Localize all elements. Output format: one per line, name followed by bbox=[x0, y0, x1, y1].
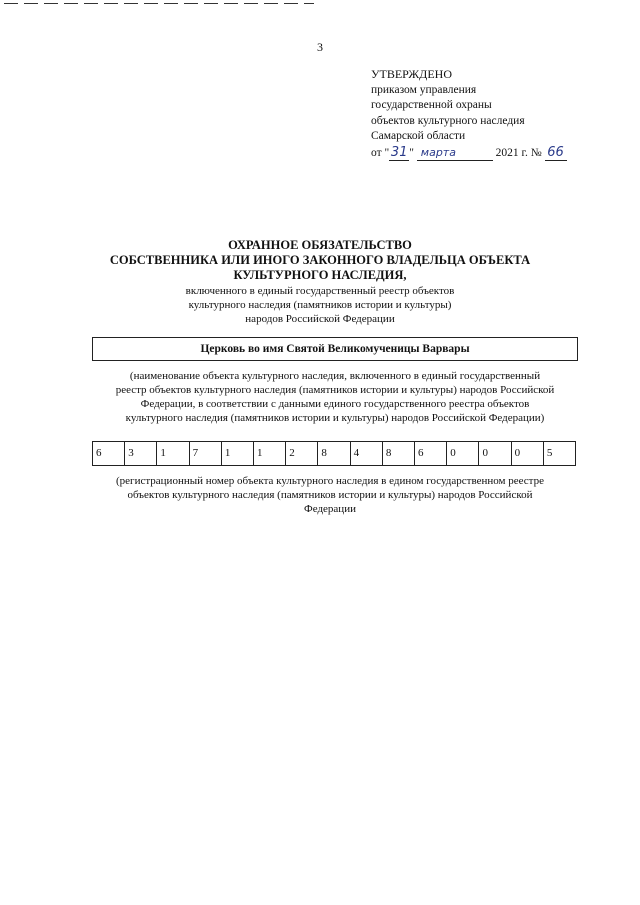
registration-digit-cell: 6 bbox=[415, 442, 447, 465]
registration-digit-cell: 7 bbox=[190, 442, 222, 465]
page-number: 3 bbox=[317, 40, 323, 54]
registration-number-row bbox=[92, 441, 576, 466]
title-line-1: ОХРАННОЕ ОБЯЗАТЕЛЬСТВО bbox=[228, 238, 412, 252]
order-prefix: от bbox=[371, 146, 382, 159]
approval-line-2: государственной охраны bbox=[371, 99, 492, 111]
approval-line-3: объектов культурного наследия bbox=[371, 114, 525, 127]
subtitle-line-2: культурного наследия (памятников истории и культуры) bbox=[188, 299, 452, 311]
order-line bbox=[371, 145, 631, 162]
object-name-box: Церковь во имя Святой Великомученицы Варвары bbox=[92, 337, 578, 361]
registration-digit-cell: 3 bbox=[125, 442, 157, 465]
object-name-caption bbox=[110, 369, 560, 425]
order-number: 66 bbox=[545, 145, 567, 162]
registration-digit-cell: 1 bbox=[254, 442, 286, 465]
quote-close: " bbox=[409, 146, 414, 159]
reg-caption-line-1: (регистрационный номер объекта культурного наследия в едином государственном реестре bbox=[116, 475, 544, 487]
order-year: 2021 г. № bbox=[495, 146, 542, 159]
registration-digit-cell: 0 bbox=[512, 442, 544, 465]
registration-digit-cell: 0 bbox=[447, 442, 479, 465]
document-subtitle bbox=[0, 284, 640, 326]
registration-digit-cell: 8 bbox=[383, 442, 415, 465]
registration-digit-cell: 6 bbox=[93, 442, 125, 465]
quote-open: " bbox=[384, 146, 390, 159]
approval-line-1: приказом управления bbox=[371, 83, 477, 96]
registration-digit-cell: 0 bbox=[479, 442, 511, 465]
title-line-3: КУЛЬТУРНОГО НАСЛЕДИЯ, bbox=[233, 268, 407, 282]
registration-digit-cell: 1 bbox=[222, 442, 254, 465]
registration-digit-cell: 1 bbox=[157, 442, 189, 465]
subtitle-line-1: включенного в единый государственный реестр объектов bbox=[185, 285, 455, 297]
registration-digit-cell: 8 bbox=[318, 442, 350, 465]
registration-digit-cell: 4 bbox=[351, 442, 383, 465]
order-month: марта bbox=[417, 145, 493, 162]
subtitle-line-3: народов Российской Федерации bbox=[245, 313, 395, 325]
order-day: 31 bbox=[390, 144, 408, 160]
title-line-2: СОБСТВЕННИКА ИЛИ ИНОГО ЗАКОННОГО ВЛАДЕЛЬЦА ОБЪЕКТА bbox=[109, 253, 531, 267]
name-caption-line-3: Федерации, в соответствии с данными единого государственного реестра объектов bbox=[140, 398, 530, 410]
top-dashed-rule bbox=[4, 2, 314, 5]
approval-line-4: Самарской области bbox=[371, 130, 466, 142]
approval-block bbox=[371, 67, 631, 161]
document-title bbox=[0, 238, 640, 283]
registration-caption bbox=[100, 474, 560, 516]
registration-digit-cell: 2 bbox=[286, 442, 318, 465]
name-caption-line-4: культурного наследия (памятников истории и культуры) народов Российской Федерации) bbox=[125, 412, 545, 424]
reg-caption-line-3: Федерации bbox=[304, 503, 356, 515]
name-caption-line-1: (наименование объекта культурного наследия, включенного в единый государственный bbox=[129, 370, 541, 382]
approval-title: УТВЕРЖДЕНО bbox=[371, 67, 453, 81]
registration-digit-cell: 5 bbox=[546, 447, 553, 459]
name-caption-line-2: реестр объектов культурного наследия (памятников истории и культуры) народов Российской bbox=[115, 384, 555, 396]
reg-caption-line-2: объектов культурного наследия (памятников истории и культуры) народов Российской bbox=[127, 489, 533, 501]
